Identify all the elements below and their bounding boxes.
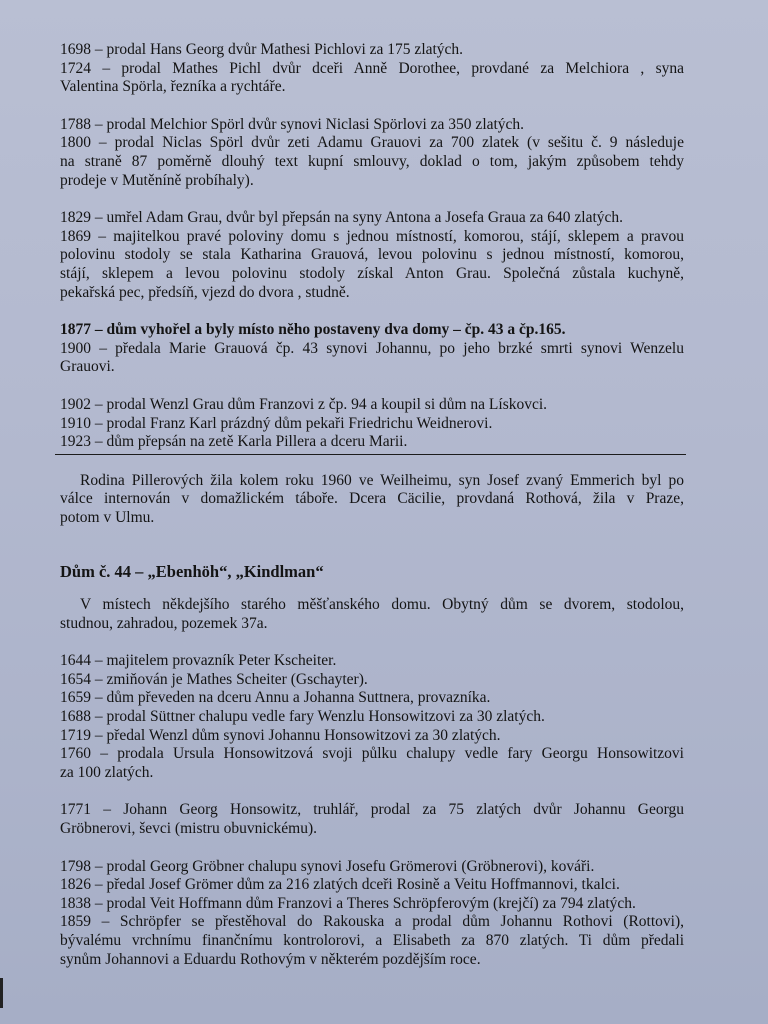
record-line: 1644 – majitelem provazník Peter Kscheiter.: [60, 652, 337, 670]
fire-record-line: 1877 – dům vyhořel a byly místo něho postaveny dva domy – čp. 43 a čp.165.: [60, 321, 566, 339]
record-line: 1788 – prodal Melchior Spörl dvůr synovi Niclasi Spörlovi za 350 zlatých.: [60, 115, 525, 133]
record-line: 1654 – zmiňován je Mathes Scheiter (Gschayter).: [60, 670, 368, 688]
record-line: 1829 – umřel Adam Grau, dvůr byl přepsán na syny Antona a Josefa Graua za 640 zlatých.: [60, 209, 624, 227]
record-line: 1688 – prodal Süttner chalupu vedle fary Wenzlu Honsowitzovi za 30 zlatých.: [60, 708, 545, 726]
records-1771: [60, 801, 684, 838]
record-line: 1719 – předal Wenzl dům synovi Johannu Honsowitzovi za 30 zlatých.: [60, 726, 501, 744]
page-edge-mark: [0, 978, 3, 1008]
note-line: válce internován v domažlickém táboře. Dcera Cäcilie, provdaná Rothová, žila v Praze,: [60, 490, 684, 508]
records-1644-1760: [60, 652, 684, 782]
record-line: 1724 – prodal Mathes Pichl dvůr dceři Anně Dorothee, provdané za Melchiora , syna: [60, 59, 684, 77]
record-line: stájí, sklepem a levou polovinu stodoly získal Anton Grau. Společná zůstala kuchyně,: [60, 264, 684, 282]
record-line: pekařská pec, předsíň, vjezd do dvora , studně.: [60, 283, 350, 301]
record-line: 1869 – majitelkou pravé poloviny domu s jednou místností, komorou, stájí, sklepem a pravou: [60, 227, 684, 245]
records-1798-1859: [60, 858, 684, 970]
records-1902-1923: [60, 396, 684, 452]
record-line: za 100 zlatých.: [60, 763, 154, 781]
record-line: 1838 – prodal Veit Hoffmann dům Franzovi a Theres Schröpferovým (krejčí) za 794 zlatých.: [60, 894, 636, 912]
records-1829-1869: [60, 209, 684, 302]
record-line: prodeje v Mutěníně probíhaly).: [60, 171, 254, 189]
record-line: Grauovi.: [60, 358, 115, 376]
intro-line: V místech někdejšího starého měšťanského domu. Obytný dům se dvorem, stodolou,: [80, 596, 684, 614]
records-1877-1900: [60, 321, 684, 377]
pillers-note: [60, 471, 684, 528]
house-44-intro: [60, 596, 684, 633]
record-line: 1659 – dům převeden na dceru Annu a Johanna Suttnera, provazníka.: [60, 689, 491, 707]
note-line: Rodina Pillerových žila kolem roku 1960 ve Weilheimu, syn Josef zvaný Emmerich byl po: [80, 471, 684, 489]
section-heading-house-44: Dům č. 44 – „Ebenhöh“, „Kindlman“: [60, 562, 324, 582]
record-line: 1698 – prodal Hans Georg dvůr Mathesi Pichlovi za 175 zlatých.: [60, 41, 464, 58]
record-line: 1771 – Johann Georg Honsowitz, truhlář, prodal za 75 zlatých dvůr Johannu Georgu: [60, 801, 684, 819]
record-line: 1859 – Schröpfer se přestěhoval do Rakouska a prodal dům Johannu Rothovi (Rottovi),: [60, 913, 684, 931]
page-text: [60, 41, 684, 969]
record-line: 1900 – předala Marie Grauová čp. 43 synovi Johannu, po jeho brzké smrti synovi Wenzelu: [60, 339, 684, 357]
record-line: polovinu stodoly se stala Katharina Grauová, levou polovinu s jednou místností, komorou,: [60, 246, 684, 264]
record-line: Valentina Spörla, řezníka a rychtáře.: [60, 78, 286, 96]
record-line: 1923 – dům přepsán na zetě Karla Pillera a dceru Marii.: [60, 433, 408, 451]
record-line: synům Johannovi a Eduardu Rothovým v některém pozdějším roce.: [60, 950, 481, 968]
record-line: 1760 – prodala Ursula Honsowitzová svoji půlku chalupy vedle fary Georgu Honsowitzovi: [60, 745, 684, 763]
record-line: 1800 – prodal Niclas Spörl dvůr zeti Adamu Grauovi za 700 zlatek (v sešitu č. 9 následuje: [60, 134, 684, 152]
record-line: 1902 – prodal Wenzl Grau dům Franzovi z čp. 94 a koupil si dům na Lískovci.: [60, 395, 548, 413]
intro-line: studnou, zahradou, pozemek 37a.: [60, 614, 268, 632]
records-1698-1724: [60, 41, 684, 97]
record-line: na straně 87 poměrně dlouhý text kupní smlouvy, doklad o tom, jakým způsobem tehdy: [60, 152, 684, 170]
record-line: 1798 – prodal Georg Gröbner chalupu synovi Josefu Grömerovi (Gröbnerovi), kováři.: [60, 857, 595, 875]
record-line: 1910 – prodal Franz Karl prázdný dům pekaři Friedrichu Weidnerovi.: [60, 414, 493, 432]
records-1788-1800: [60, 116, 684, 190]
note-line: potom v Ulmu.: [60, 508, 155, 526]
record-line: bývalému vrchnímu finančnímu kontrolorovi, a Elisabeth za 870 zlatých. Ti dům předali: [60, 931, 684, 949]
record-line: Gröbnerovi, ševci (mistru obuvnickému).: [60, 820, 317, 837]
record-line: 1826 – předal Josef Grömer dům za 216 zlatých dceři Rosině a Veitu Hoffmannovi, tkalci.: [60, 876, 620, 894]
